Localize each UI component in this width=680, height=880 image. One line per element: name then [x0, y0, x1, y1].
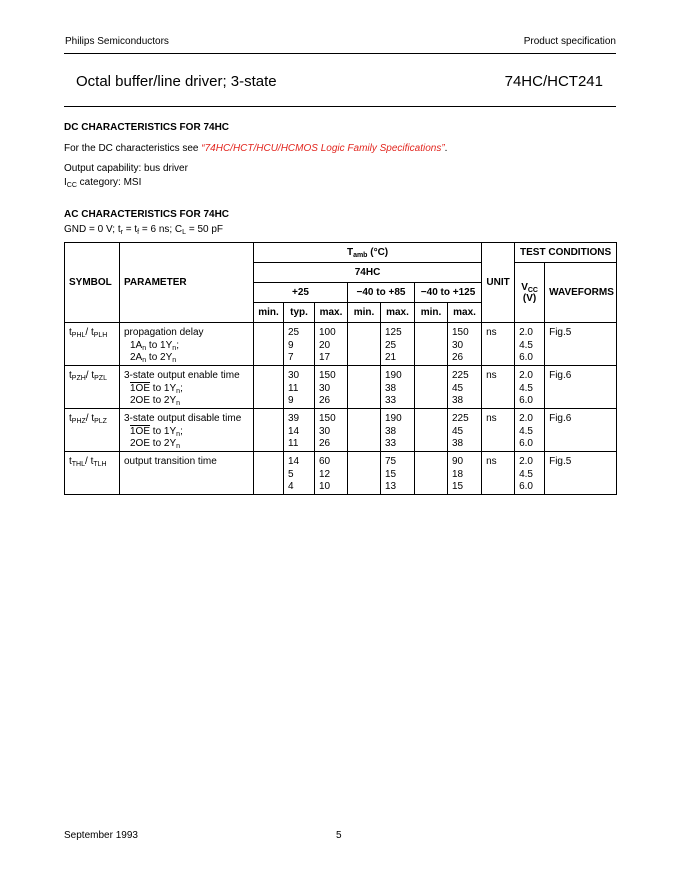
symbol-cell: $t_{THL}/$ $t_{TLH}$: [65, 452, 120, 495]
waveform-cell: Fig.6: [545, 366, 617, 409]
waveform-cell: Fig.5: [545, 323, 617, 366]
min-25-cell: [254, 323, 284, 366]
max-25-cell: 150 30 26: [315, 409, 348, 452]
col-header-unit: UNIT: [482, 243, 515, 323]
min-85-cell: [348, 323, 381, 366]
col-header-test-conditions: TEST CONDITIONS: [515, 243, 617, 263]
title-rule: [64, 106, 616, 107]
typ-25-cell: 39 14 11: [284, 409, 315, 452]
max-125-cell: 225 45 38: [448, 366, 482, 409]
max-85-cell: 125 25 21: [381, 323, 415, 366]
table-row: [65, 409, 617, 452]
waveform-cell: Fig.6: [545, 409, 617, 452]
col-header-max-125: max.: [448, 303, 482, 323]
col-header-t85: −40 to +85: [348, 283, 415, 303]
parameter-cell: 3-state output enable time 1OE to $1Y_n$; 2OE to $2Y_n$: [120, 366, 254, 409]
icc-category: [64, 177, 141, 188]
col-header-min-85: min.: [348, 303, 381, 323]
min-25-cell: [254, 452, 284, 495]
max-85-cell: 190 38 33: [381, 366, 415, 409]
dc-intro: [64, 143, 447, 154]
ac-cond-r: r: [120, 229, 123, 236]
vcc-cell: 2.0 4.5 6.0: [515, 323, 545, 366]
col-header-min-25: min.: [254, 303, 284, 323]
col-header-parameter: PARAMETER: [120, 243, 254, 323]
col-header-family: 74HC: [254, 263, 482, 283]
ac-cond-l: L: [182, 229, 187, 236]
min-125-cell: [415, 323, 448, 366]
col-header-t25: +25: [254, 283, 348, 303]
part-number: 74HC/HCT241: [504, 73, 603, 90]
parameter-cell: 3-state output disable time 1OE to $1Y_n$; 2OE to $2Y_n$: [120, 409, 254, 452]
tamb-symbol: T: [346, 247, 354, 258]
min-25-cell: [254, 409, 284, 452]
icc-symbol: I: [64, 177, 67, 188]
col-header-t125: −40 to +125: [415, 283, 482, 303]
col-header-vcc: [515, 263, 545, 323]
icc-text: category: MSI: [76, 177, 142, 188]
vcc-sub: CC: [527, 286, 538, 294]
max-125-cell: 150 30 26: [448, 323, 482, 366]
unit-cell: ns: [482, 452, 515, 495]
col-header-min-125: min.: [415, 303, 448, 323]
footer-date: September 1993: [64, 830, 138, 841]
unit-cell: ns: [482, 409, 515, 452]
symbol-cell: $t_{PZH}/$ $t_{PZL}$: [65, 366, 120, 409]
ac-heading: AC CHARACTERISTICS FOR 74HC: [64, 209, 230, 220]
max-85-cell: 75 15 13: [381, 452, 415, 495]
document-title: Octal buffer/line driver; 3-state: [76, 73, 277, 90]
col-header-tamb: [254, 243, 482, 263]
min-85-cell: [348, 409, 381, 452]
typ-25-cell: 25 9 7: [284, 323, 315, 366]
symbol-cell: $t_{PHZ}/$ $t_{PLZ}$: [65, 409, 120, 452]
max-25-cell: 100 20 17: [315, 323, 348, 366]
ac-cond-b: = t: [122, 224, 138, 235]
vcc-unit: (V): [522, 292, 537, 304]
min-125-cell: [415, 366, 448, 409]
page-number: 5: [336, 830, 342, 841]
min-25-cell: [254, 366, 284, 409]
min-85-cell: [348, 452, 381, 495]
typ-25-cell: 30 11 9: [284, 366, 315, 409]
table-row: [65, 452, 617, 495]
ac-cond-f: f: [137, 229, 140, 236]
ac-characteristics-table: [64, 242, 617, 495]
max-125-cell: 225 45 38: [448, 409, 482, 452]
table-row: [65, 323, 617, 366]
vcc-cell: 2.0 4.5 6.0: [515, 366, 545, 409]
dc-intro-text: For the DC characteristics see: [64, 143, 202, 154]
parameter-cell: propagation delay $1A_n$ to $1Y_n$; $2A_n$ to $2Y_n$: [120, 323, 254, 366]
col-header-max-25: max.: [315, 303, 348, 323]
table-row: [65, 366, 617, 409]
ac-cond-d: = 50 pF: [186, 224, 224, 235]
unit-cell: ns: [482, 366, 515, 409]
unit-cell: ns: [482, 323, 515, 366]
vcc-cell: 2.0 4.5 6.0: [515, 452, 545, 495]
vcc-cell: 2.0 4.5 6.0: [515, 409, 545, 452]
waveform-cell: Fig.5: [545, 452, 617, 495]
typ-25-cell: 14 5 4: [284, 452, 315, 495]
max-25-cell: 150 30 26: [315, 366, 348, 409]
ac-conditions: [64, 224, 223, 235]
min-125-cell: [415, 452, 448, 495]
min-85-cell: [348, 366, 381, 409]
output-capability: Output capability: bus driver: [64, 163, 188, 174]
ac-cond-c: = 6 ns; C: [139, 224, 183, 235]
col-header-max-85: max.: [381, 303, 415, 323]
max-125-cell: 90 18 15: [448, 452, 482, 495]
dc-heading: DC CHARACTERISTICS FOR 74HC: [64, 122, 230, 133]
icc-subscript: CC: [66, 182, 77, 189]
tamb-unit: (°C): [367, 247, 389, 258]
max-85-cell: 190 38 33: [381, 409, 415, 452]
ac-cond-a: GND = 0 V; t: [64, 224, 121, 235]
min-125-cell: [415, 409, 448, 452]
dc-intro-period: .: [444, 143, 448, 154]
col-header-symbol: SYMBOL: [65, 243, 120, 323]
tamb-sub: amb: [353, 252, 368, 259]
parameter-cell: output transition time: [120, 452, 254, 495]
col-header-waveforms: WAVEFORMS: [545, 263, 617, 323]
col-header-typ-25: typ.: [284, 303, 315, 323]
document-type: Product specification: [523, 36, 616, 47]
max-25-cell: 60 12 10: [315, 452, 348, 495]
vcc-symbol: V: [521, 281, 528, 293]
symbol-cell: $t_{PHL}/$ $t_{PLH}$: [65, 323, 120, 366]
company-name: Philips Semiconductors: [65, 36, 169, 47]
header-rule: [64, 53, 616, 54]
spec-reference-link[interactable]: “74HC/HCT/HCU/HCMOS Logic Family Specifications”: [201, 143, 445, 154]
